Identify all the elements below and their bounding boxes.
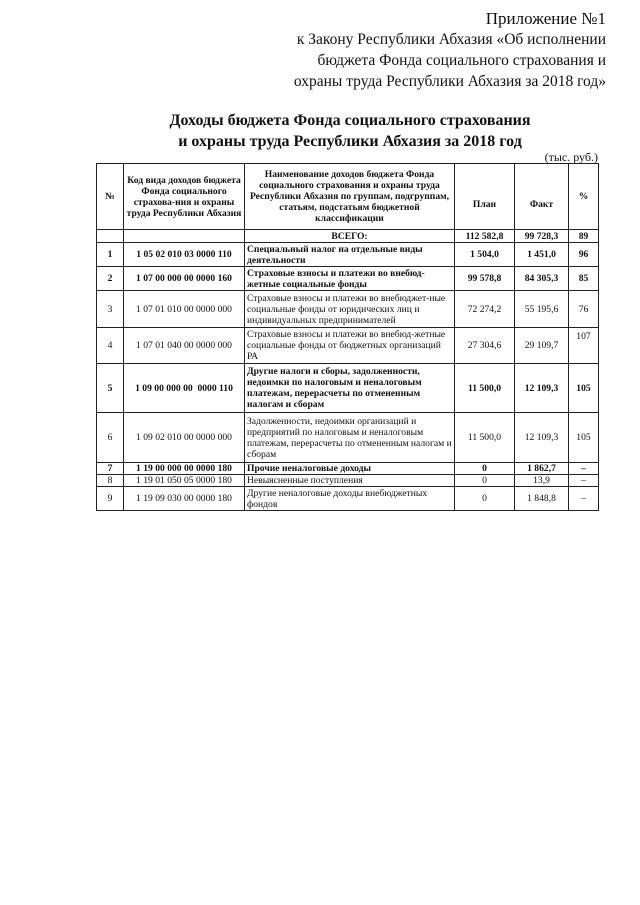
table-row [97,267,599,291]
total-label: ВСЕГО: [245,230,455,243]
cell-plan: 0 [455,475,515,487]
cell-num: 1 [97,243,124,267]
cell-name: Другие налоги и сборы, задолженности, недоимки по налоговым и неналоговым платежам, перерасчеты по отмененным налогам и сборам [245,364,455,413]
cell-fact: 1 848,8 [515,487,569,511]
cell-fact: 29 109,7 [515,328,569,364]
empty-cell [124,230,245,243]
cell-plan: 27 304,6 [455,328,515,364]
header-pct: % [569,164,599,230]
cell-plan: 11 500,0 [455,364,515,413]
cell-pct: – [569,487,599,511]
cell-pct: 85 [569,267,599,291]
cell-pct: 107 [569,328,599,364]
cell-num: 7 [97,463,124,475]
units-label: (тыс. руб.) [544,150,598,164]
cell-pct: 105 [569,413,599,463]
table-row [97,463,599,475]
document-title [100,110,600,152]
cell-plan: 99 578,8 [455,267,515,291]
cell-plan: 72 274,2 [455,291,515,328]
cell-plan: 0 [455,487,515,511]
table-row [97,475,599,487]
cell-name: Специальный налог на отдельные виды деятельности [245,243,455,267]
cell-code: 1 07 00 000 00 0000 160 [124,267,245,291]
annex-law-line: охраны труда Республики Абхазия за 2018 год» [293,73,606,90]
cell-name: Страховые взносы и платежи во внебюджет-ные социальные фонды от юридических лиц и индивидуальных предпринимателей [245,291,455,328]
cell-code: 1 05 02 010 03 0000 110 [124,243,245,267]
table-header-row [97,164,599,230]
cell-plan: 11 500,0 [455,413,515,463]
cell-code: 1 19 00 000 00 0000 180 [124,463,245,475]
annex-law-line: к Закону Республики Абхазия «Об исполнении [296,31,606,48]
header-fact: Факт [515,164,569,230]
cell-num: 5 [97,364,124,413]
cell-num: 4 [97,328,124,364]
header-name: Наименование доходов бюджета Фонда социального страхования и охраны труда Республики Абхазия по группам, подгруппам, статьям, подстатьям бюджетной классификации [245,164,455,230]
cell-fact: 84 305,3 [515,267,569,291]
cell-num: 2 [97,267,124,291]
table-row [97,364,599,413]
table-row [97,328,599,364]
cell-fact: 13,9 [515,475,569,487]
cell-pct: 76 [569,291,599,328]
cell-name: Страховые взносы и платежи во внебюд-жетные социальные фонды от бюджетных организаций РА [245,328,455,364]
total-row [97,230,599,243]
cell-pct: – [569,463,599,475]
header-num: № [97,164,124,230]
cell-num: 6 [97,413,124,463]
empty-cell [97,230,124,243]
cell-name: Задолженности, недоимки организаций и предприятий по налоговым и неналоговым платежам, перерасчеты по отмененным налогам и сборам [245,413,455,463]
table-row [97,487,599,511]
cell-name: Прочие неналоговые доходы [245,463,455,475]
annex-number: Приложение №1 [485,9,606,28]
cell-fact: 12 109,3 [515,413,569,463]
cell-num: 8 [97,475,124,487]
table-row [97,243,599,267]
cell-code: 1 09 00 000 00 0000 110 [124,364,245,413]
title-line: Доходы бюджета Фонда социального страхования [169,112,531,129]
cell-name: Другие неналоговые доходы внебюджетных фондов [245,487,455,511]
cell-pct: 96 [569,243,599,267]
total-pct: 89 [569,230,599,243]
header-code: Код вида доходов бюджета Фонда социального страхова-ния и охраны труда Республики Абхазия [124,164,245,230]
annex-law-line: бюджета Фонда социального страхования и [317,52,606,69]
cell-code: 1 07 01 040 00 0000 000 [124,328,245,364]
cell-fact: 1 862,7 [515,463,569,475]
cell-pct: – [569,475,599,487]
cell-code: 1 07 01 010 00 0000 000 [124,291,245,328]
cell-num: 9 [97,487,124,511]
total-plan: 112 582,8 [455,230,515,243]
title-line: и охраны труда Республики Абхазия за 2018 год [178,133,522,150]
cell-name: Невыясненные поступления [245,475,455,487]
cell-code: 1 19 01 050 05 0000 180 [124,475,245,487]
annex-header [246,8,606,92]
table-row [97,291,599,328]
cell-code: 1 09 02 010 00 0000 000 [124,413,245,463]
cell-plan: 1 504,0 [455,243,515,267]
cell-num: 3 [97,291,124,328]
cell-fact: 55 195,6 [515,291,569,328]
cell-name: Страховые взносы и платежи во внебюд-жетные социальные фонды [245,267,455,291]
revenue-table [96,163,599,511]
cell-fact: 12 109,3 [515,364,569,413]
header-plan: План [455,164,515,230]
total-fact: 99 728,3 [515,230,569,243]
cell-pct: 105 [569,364,599,413]
table-row [97,413,599,463]
cell-code: 1 19 09 030 00 0000 180 [124,487,245,511]
cell-fact: 1 451,0 [515,243,569,267]
cell-plan: 0 [455,463,515,475]
